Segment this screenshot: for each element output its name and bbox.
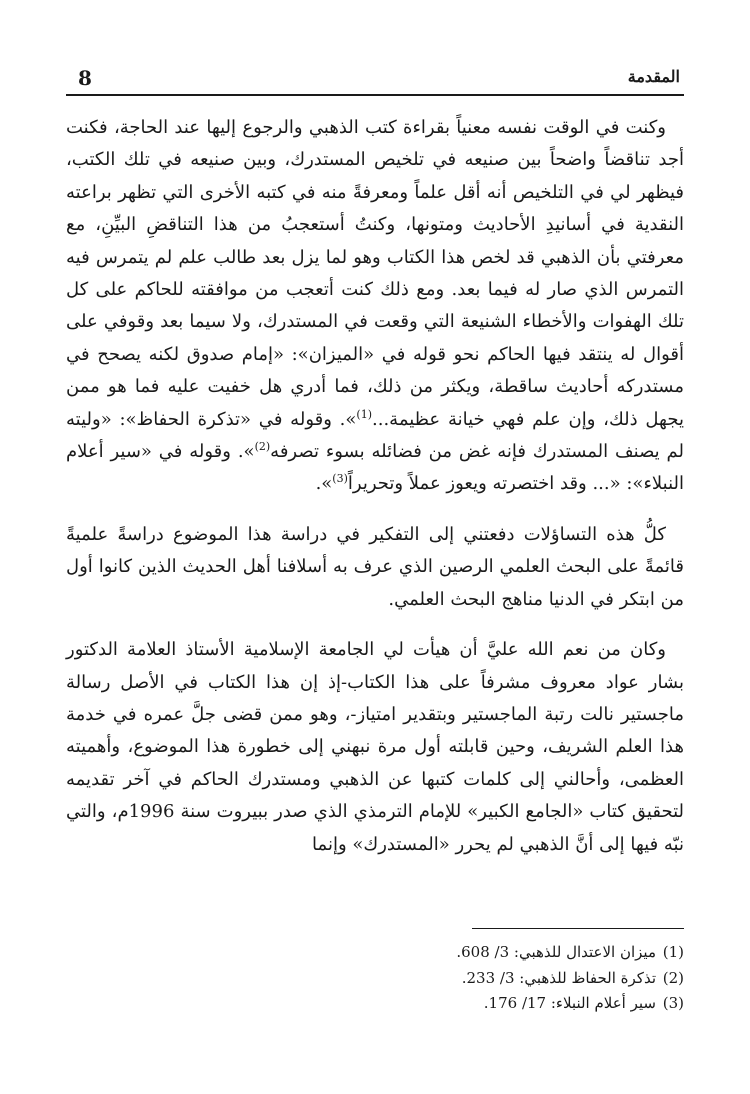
running-header [66, 64, 684, 96]
paragraph [66, 112, 684, 501]
footnotes [200, 940, 684, 1017]
footnote-reference[interactable]: (1) [356, 407, 373, 421]
paragraph [66, 634, 684, 861]
text-run: ». وقوله في «سير أعلام النبلاء»: «... وقد اختصرته ويعوز عملاً وتحريراً [66, 441, 684, 495]
text-run: وكنت في الوقت نفسه معنياً بقراءة كتب الذهبي والرجوع إليها عند الحاجة، فكنت أجد تناقضاً واضحاً بين صنيعه في تلخيص المستدرك، وبين صنيعه في تلك الكتب، فيظهر لي في التلخيص أنه أقل علماً ومعرفةً منه في كتبه الأخرى التي تظهر براعته النقدية في أسانيدِ الأحاديث ومتونها، وكنتُ أستعجبُ من هذا التناقضِ البيِّنِ، مع معرفتي بأن الذهبي قد لخص هذا الكتاب وهو لما يزل بعد طالب علم لم يتمرس فيه التمرس الذي صار له فيما بعد. ومع ذلك كنت أتعجب من موافقته للحاكم على كل تلك الهفوات والأخطاء الشنيعة التي وقعت في المستدرك، ولا سيما بعد وقوفي على أقوال له ينتقد فيها الحاكم نحو قوله في «الميزان»: «إمام صدوق لكنه يصحح في مستدركه أحاديث ساقطة، ويكثر من ذلك، فما أدري هل خفيت عليه فما هو ممن يجهل ذلك، وإن علم فهي خيانة عظيمة... [66, 117, 684, 430]
footnote-text: ميزان الاعتدال للذهبي: 3/ 608. [456, 943, 656, 961]
text-run: ». وقوله في «تذكرة الحفاظ»: «وليته لم يصنف المستدرك فإنه غض من فضائله بسوء تصرفه [66, 408, 685, 463]
footnote-number: (1) [662, 943, 684, 961]
chapter-title: المقدمة [627, 67, 680, 86]
paragraph [66, 519, 684, 616]
footnote-text: تذكرة الحفاظ للذهبي: 3/ 233. [461, 968, 656, 987]
body-text [66, 112, 684, 861]
footnote-number: (3) [662, 994, 684, 1012]
page-number: 8 [78, 66, 92, 90]
footnote-item [200, 991, 684, 1017]
footnote-reference[interactable]: (2) [254, 440, 271, 454]
footnote-text: سير أعلام النبلاء: 17/ 176. [483, 994, 656, 1012]
text-run: ». [315, 473, 333, 495]
text-run: وكان من نعم الله عليَّ أن هيأت لي الجامعة الإسلامية الأستاذ العلامة الدكتور بشار عواد معروف مشرفاً على هذا الكتاب-إذ إن هذا الكتاب في الأصل رسالة ماجستير نالت رتبة الماجستير وبتقدير امتياز-، وهو ممن قضى جلَّ عمره في خدمة هذا العلم الشريف، وحين قابلته أول مرة نبهني إلى خطورة هذا الموضوع، وأهميته العظمى، وأحالني إلى كلمات كتبها عن الذهبي ومستدرك الحاكم في آخر تقديمه لتحقيق كتاب «الجامع الكبير» للإمام الترمذي الذي صدر ببيروت سنة 1996م، والتي نبّه فيها إلى أنَّ الذهبي لم يحرر «المستدرك» وإنما [66, 639, 684, 855]
footnote-item [200, 940, 684, 966]
footnote-number: (2) [662, 968, 684, 987]
footnote-item [200, 966, 684, 992]
footnote-reference[interactable]: (3) [332, 472, 348, 486]
footnote-divider [472, 928, 684, 929]
text-run: كلُّ هذه التساؤلات دفعتني إلى التفكير في دراسة هذا الموضوع دراسةً علميةً قائمةً على البحث العلمي الرصين الذي عرف به أسلافنا أهل الحديث الذين كانوا أول من ابتكر في الدنيا مناهج البحث العلمي. [66, 523, 684, 610]
